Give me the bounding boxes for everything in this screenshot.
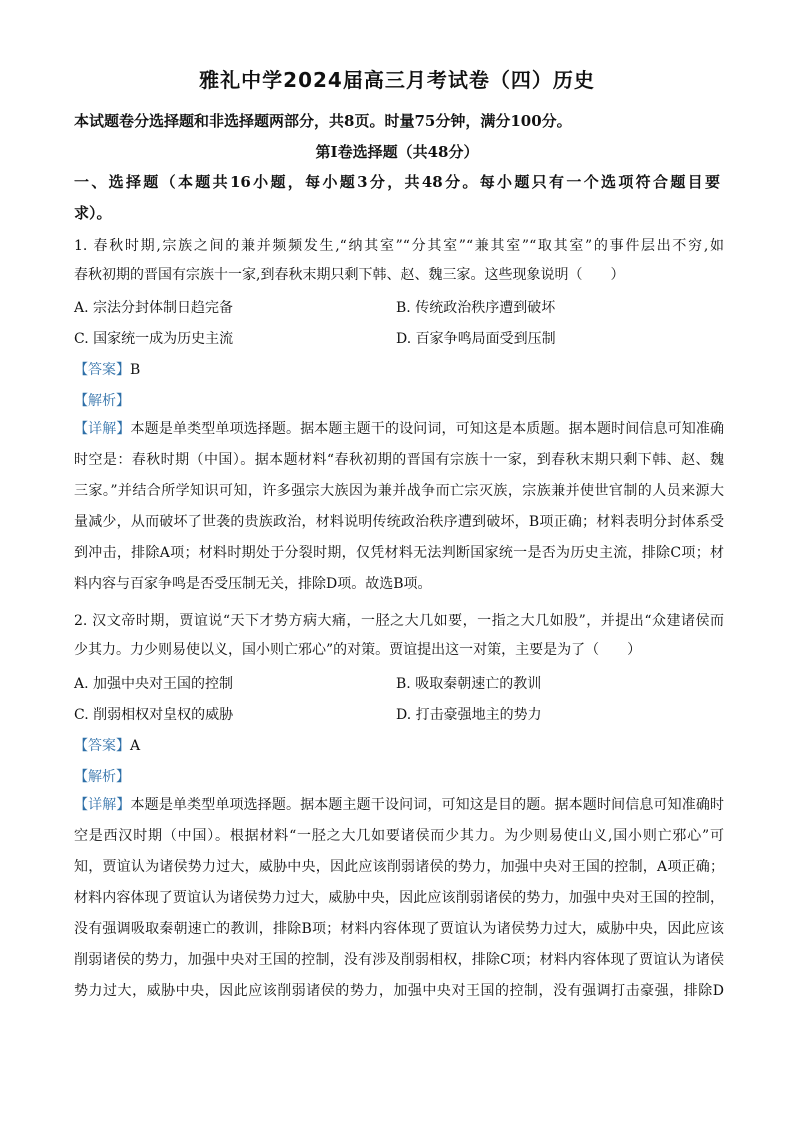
q2-option-b: B. 吸取秦朝速亡的教训 bbox=[396, 676, 542, 692]
detail-tag: 【详解】 bbox=[74, 797, 131, 813]
answer-tag: 【答案】 bbox=[74, 362, 130, 378]
section-heading-line1: 一、选择题（本题共16小题，每小题3分，共48分。每小题只有一个选项符合题目要 bbox=[74, 173, 720, 191]
q2-detail-line4: 材料内容体现了贾谊认为诸侯势力过大，威胁中央，因此应该削弱诸侯的势力，加强中央对王国的控制， bbox=[74, 890, 724, 906]
q1-stem-line1: 1. 春秋时期,宗族之间的兼并频频发生,“纳其室”“分其室”“兼其室”“取其室”的事件层出不穷,如 bbox=[74, 238, 724, 254]
q2-option-c: C. 削弱相权对皇权的威胁 bbox=[74, 707, 234, 723]
q2-analysis-tag: 【解析】 bbox=[74, 769, 130, 785]
q1-option-a: A. 宗法分封体制日趋完备 bbox=[74, 300, 234, 316]
page-title: 雅礼中学2024届高三月考试卷（四）历史 bbox=[199, 68, 595, 92]
q2-option-a: A. 加强中央对王国的控制 bbox=[74, 676, 234, 692]
q1-detail-line2: 时空是：春秋时期（中国）。据本题材料“春秋初期的晋国有宗族十一家，到春秋末期只剩下韩、赵、魏 bbox=[74, 452, 724, 468]
q1-detail-line4: 量减少，从而破坏了世袭的贵族政治，材料说明传统政治秩序遭到破坏，B项正确；材料表明分封体系受 bbox=[74, 514, 724, 530]
q1-answer bbox=[74, 359, 140, 379]
q2-detail-line1: 【详解】本题是单类型单项选择题。据本题主题干设问词，可知这是目的题。据本题时间信息可知准确时 bbox=[74, 797, 725, 813]
q2-detail-line3: 知，贾谊认为诸侯势力过大，威胁中央，因此应该削弱诸侯的势力，加强中央对王国的控制，A项正确； bbox=[74, 859, 724, 875]
q1-detail-line5: 到冲击，排除A项；材料时期处于分裂时期，仅凭材料无法判断国家统一是否为历史主流，排除C项；材 bbox=[74, 545, 724, 561]
q1-option-c: C. 国家统一成为历史主流 bbox=[74, 331, 234, 347]
q1-option-b: B. 传统政治秩序遭到破坏 bbox=[396, 300, 556, 316]
q2-detail-line7: 势力过大，威胁中央，因此应该削弱诸侯的势力，加强中央对王国的控制，没有强调打击豪强，排除D bbox=[74, 983, 724, 999]
q1-option-d: D. 百家争鸣局面受到压制 bbox=[396, 331, 556, 347]
q2-option-d: D. 打击豪强地主的势力 bbox=[396, 707, 542, 723]
q1-detail-line1: 【详解】本题是单类型单项选择题。据本题主题干的设问词，可知这是本质题。据本题时间信息可知准确 bbox=[74, 421, 725, 437]
q1-stem-line2: 春秋初期的晋国有宗族十一家,到春秋末期只剩下韩、赵、魏三家。这些现象说明（ ） bbox=[74, 267, 625, 283]
q2-detail bbox=[74, 790, 724, 1007]
section-heading-line2: 求）。 bbox=[74, 204, 112, 222]
q1-detail-line6: 料内容与百家争鸣是否受压制无关，排除D项。故选B项。 bbox=[74, 576, 432, 592]
q2-stem-line2: 少其力。力少则易使以义，国小则亡邪心”的对策。贾谊提出这一对策，主要是为了（ ） bbox=[74, 642, 642, 658]
q2-detail-line5: 没有强调吸取秦朝速亡的教训，排除B项；材料内容体现了贾谊认为诸侯势力过大，威胁中央，因此应该 bbox=[74, 921, 724, 937]
q2-answer bbox=[74, 735, 140, 755]
q1-detail-line3: 三家。”并结合所学知识可知，许多强宗大族因为兼并战争而亡宗灭族，宗族兼并使世官制的人员来源大 bbox=[74, 483, 724, 499]
intro-text: 本试题卷分选择题和非选择题两部分，共8页。时量75分钟，满分100分。 bbox=[74, 112, 572, 130]
answer-value: B bbox=[130, 362, 141, 378]
q2-detail-line6: 削弱诸侯的势力，加强中央对王国的控制，没有涉及削弱相权，排除C项；材料内容体现了贾谊认为诸侯 bbox=[74, 952, 724, 968]
q1-detail bbox=[74, 414, 724, 600]
detail-tag: 【详解】 bbox=[74, 421, 131, 437]
q2-stem-line1: 2. 汉文帝时期，贾谊说“天下才势方病大痛，一胫之大几如要，一指之大几如股”，并提出“众建诸侯而 bbox=[74, 613, 724, 629]
q2-detail-line2: 空是西汉时期（中国）。根据材料“一胫之大几如要诸侯而少其力。为少则易使山义,国小则亡邪心”可 bbox=[74, 828, 724, 844]
q1-analysis-tag: 【解析】 bbox=[74, 393, 130, 409]
volume-heading: 第Ⅰ卷选择题（共48分） bbox=[315, 143, 479, 161]
answer-tag: 【答案】 bbox=[74, 738, 130, 754]
answer-value: A bbox=[130, 738, 141, 754]
